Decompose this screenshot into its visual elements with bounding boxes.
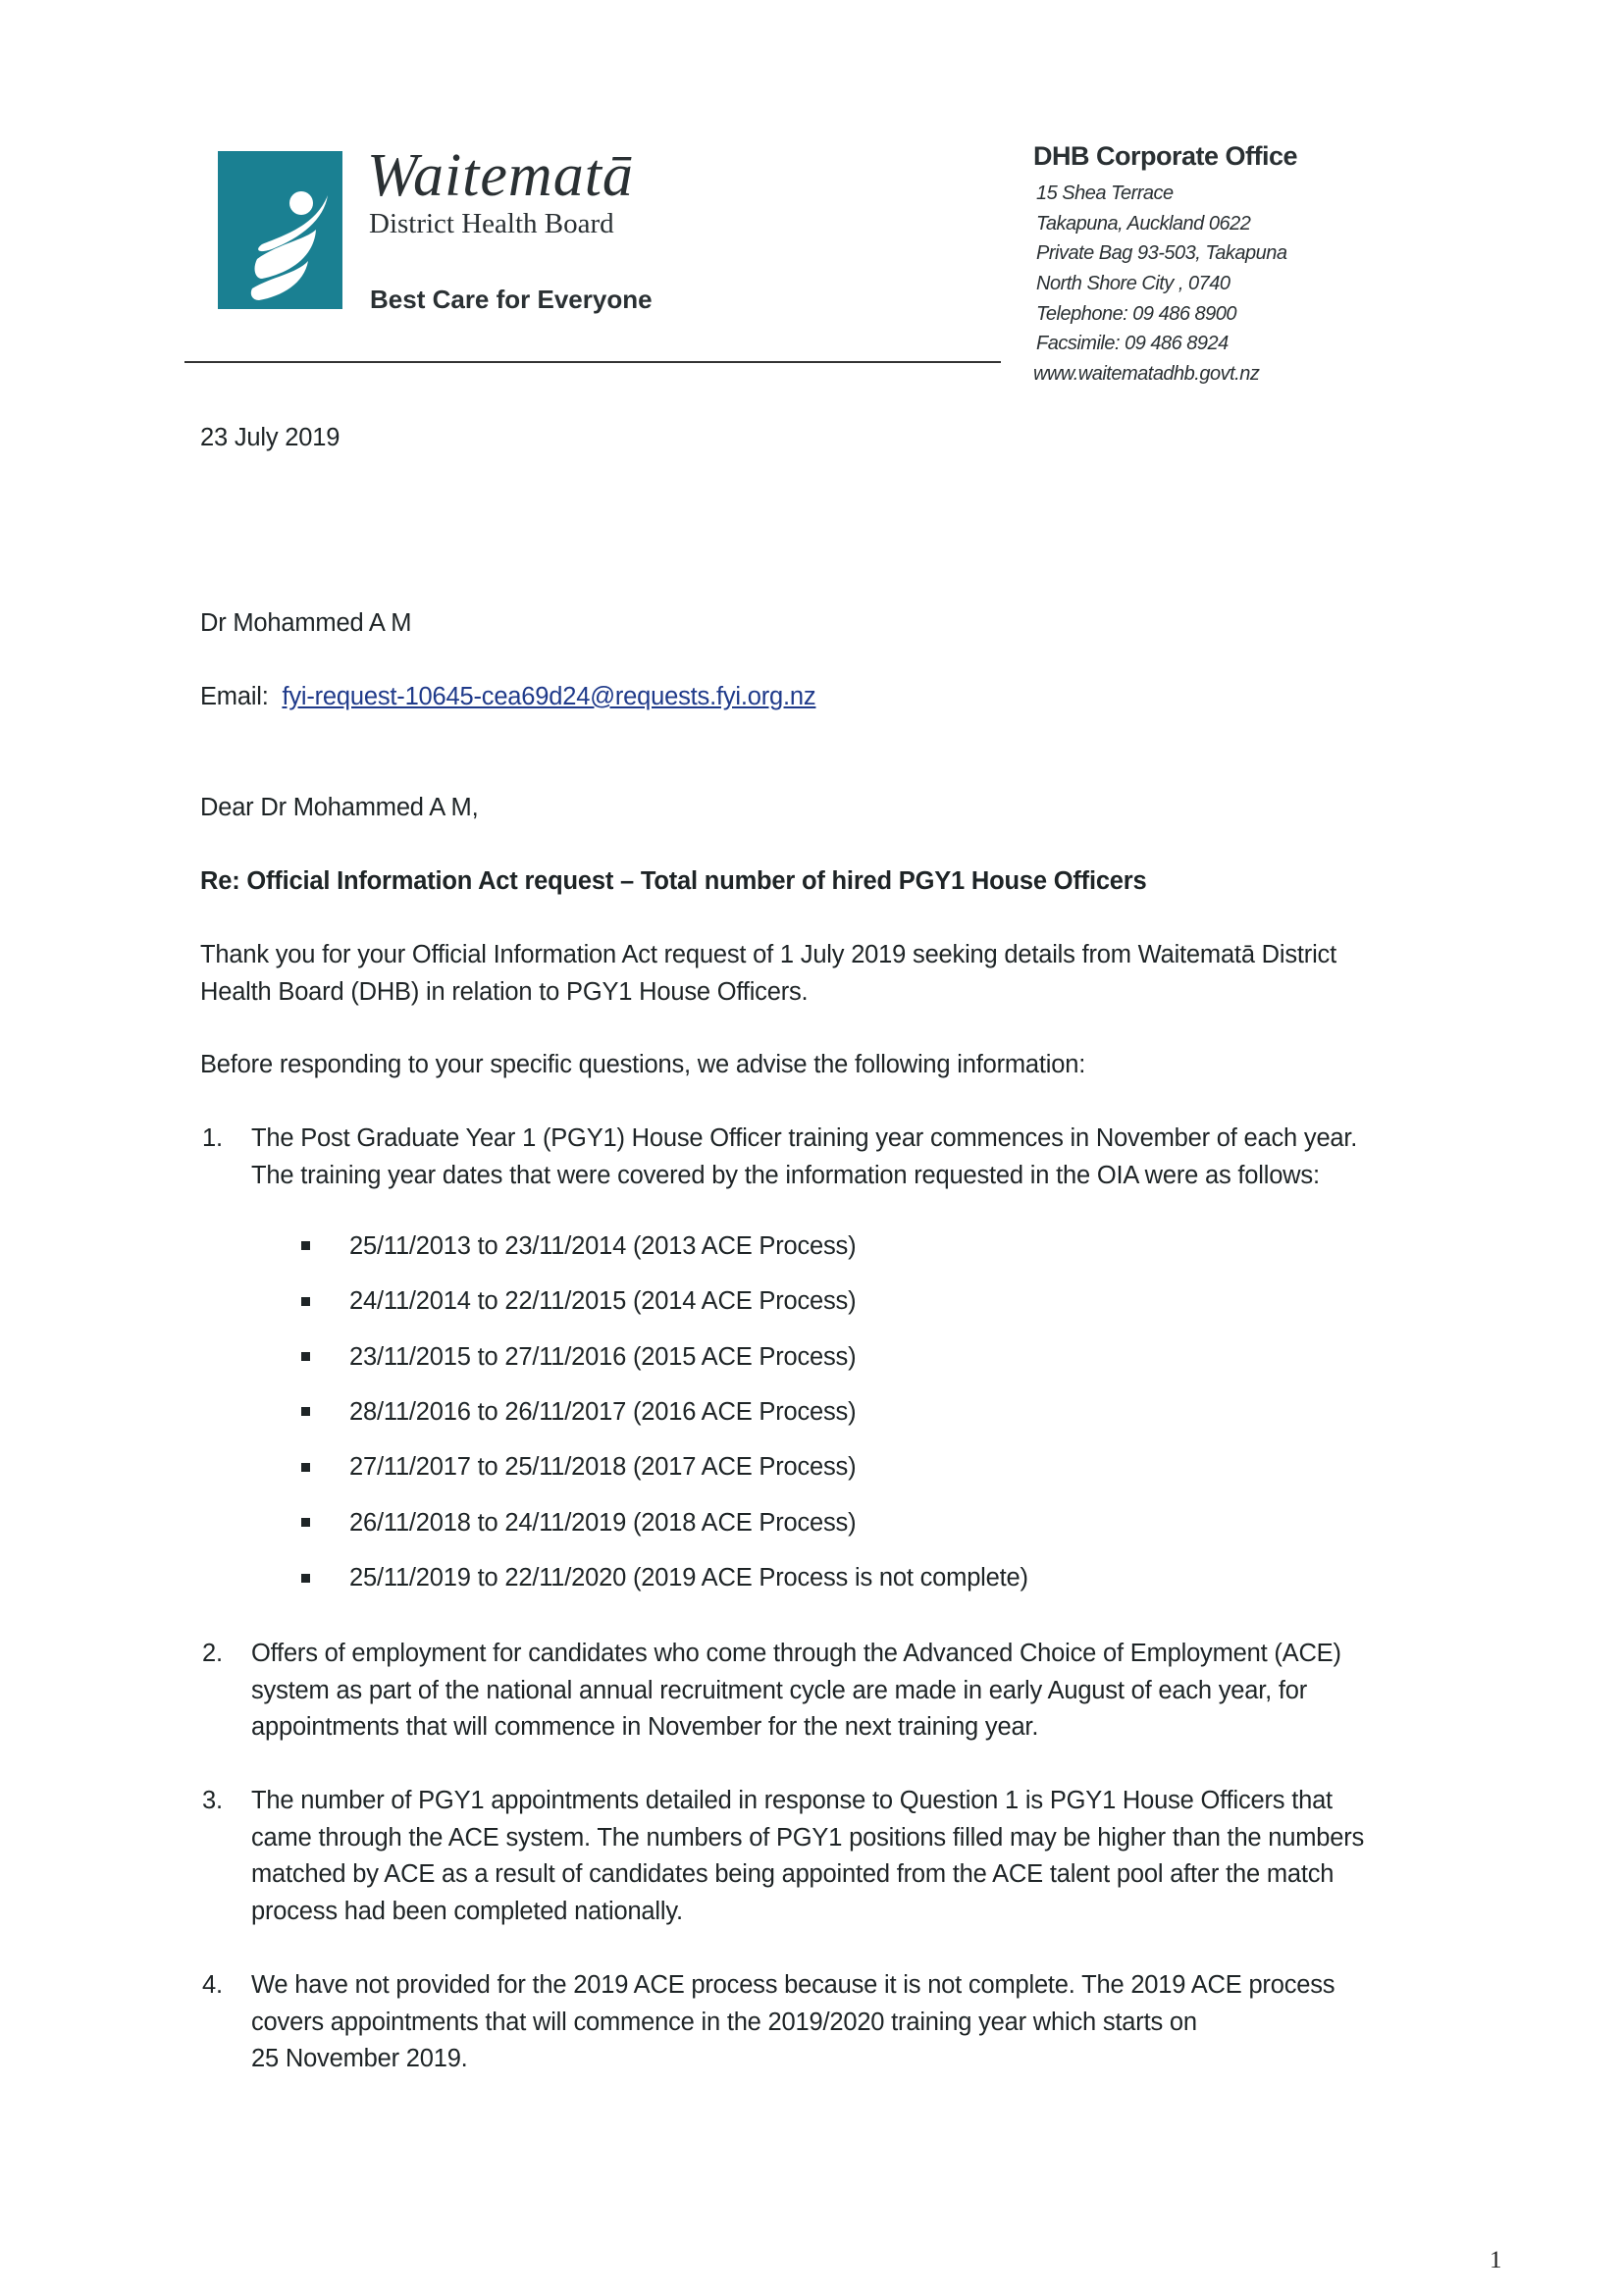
list-item: 25/11/2019 to 22/11/2020 (2019 ACE Process is not complete) [349,1564,1028,1592]
point-number: 1. [202,1124,223,1152]
logo-tagline: Best Care for Everyone [370,285,653,314]
point-line: process had been completed nationally. [251,1897,683,1925]
subject-line: Re: Official Information Act request – Total number of hired PGY1 House Officers [200,867,1147,895]
point-line: system as part of the national annual recruitment cycle are made in early August of each year, for [251,1676,1308,1704]
telephone: Telephone: 09 486 8900 [1036,303,1237,325]
figure-swoosh-icon [218,151,342,309]
list-item: 23/11/2015 to 27/11/2016 (2015 ACE Process) [349,1343,857,1371]
point-line: Offers of employment for candidates who come through the Advanced Choice of Employment (ACE) [251,1640,1341,1667]
bullet-icon [301,1463,310,1472]
point-line: came through the ACE system. The numbers of PGY1 positions filled may be higher than the numbers [251,1823,1365,1852]
page-number: 1 [1490,2247,1502,2273]
bullet-icon [301,1407,310,1416]
point-line: 25 November 2019. [251,2045,468,2072]
numbered-point-1 [202,1121,1507,1194]
point-line: covers appointments that will commence in the 2019/2020 training year which starts on [251,2008,1197,2036]
bullet-icon [301,1297,310,1306]
office-title: DHB Corporate Office [1033,141,1298,171]
list-item: 28/11/2016 to 26/11/2017 (2016 ACE Process) [349,1398,857,1426]
intro-line: Health Board (DHB) in relation to PGY1 House Officers. [200,977,809,1006]
list-item: 26/11/2018 to 24/11/2019 (2018 ACE Process) [349,1509,857,1537]
letter-date: 23 July 2019 [200,424,340,451]
logo-title: Waitematā [367,142,634,209]
bullet-icon [301,1352,310,1361]
recipient-name: Dr Mohammed A M [200,609,412,637]
point-line: The Post Graduate Year 1 (PGY1) House Officer training year commences in November of each year. [251,1124,1358,1152]
facsimile: Facsimile: 09 486 8924 [1036,333,1229,354]
email-link[interactable]: fyi-request-10645-cea69d24@requests.fyi.org.nz [282,683,816,710]
pre-list-text: Before responding to your specific questions, we advise the following information: [200,1051,1086,1078]
intro-line: Thank you for your Official Information Act request of 1 July 2019 seeking details from Waitematā District [200,941,1336,968]
address-line: Private Bag 93-503, Takapuna [1036,242,1287,264]
salutation: Dear Dr Mohammed A M, [200,794,479,821]
bullet-icon [301,1241,310,1250]
address-line: 15 Shea Terrace [1036,183,1174,204]
list-item: 24/11/2014 to 22/11/2015 (2014 ACE Process) [349,1287,857,1315]
logo-subtitle: District Health Board [369,208,614,239]
list-item: 25/11/2013 to 23/11/2014 (2013 ACE Process) [349,1232,857,1260]
point-line: The number of PGY1 appointments detailed in response to Question 1 is PGY1 House Officers that [251,1787,1333,1814]
email-label: Email: [200,683,269,710]
point-line: The training year dates that were covered by the information requested in the OIA were as follows: [251,1161,1320,1189]
numbered-point-3 [202,1783,1507,1930]
point-number: 4. [202,1971,223,1999]
dhb-logo-mark [218,151,342,309]
point-number: 3. [202,1787,223,1814]
header-divider [184,361,1001,363]
point-line: appointments that will commence in November for the next training year. [251,1713,1039,1741]
point-line: matched by ACE as a result of candidates being appointed from the ACE talent pool after the match [251,1860,1335,1888]
bullet-icon [301,1574,310,1583]
website-link[interactable]: www.waitematadhb.govt.nz [1033,363,1260,385]
numbered-point-2 [202,1636,1507,1747]
point-number: 2. [202,1640,223,1667]
recipient-email-row [200,679,815,716]
point-line: We have not provided for the 2019 ACE process because it is not complete. The 2019 ACE process [251,1971,1335,1999]
list-item: 27/11/2017 to 25/11/2018 (2017 ACE Process) [349,1453,857,1481]
intro-paragraph [200,937,1515,1011]
numbered-point-4 [202,1967,1507,2078]
bullet-icon [301,1518,310,1527]
address-line: Takapuna, Auckland 0622 [1036,213,1251,235]
address-line: North Shore City , 0740 [1036,273,1230,294]
